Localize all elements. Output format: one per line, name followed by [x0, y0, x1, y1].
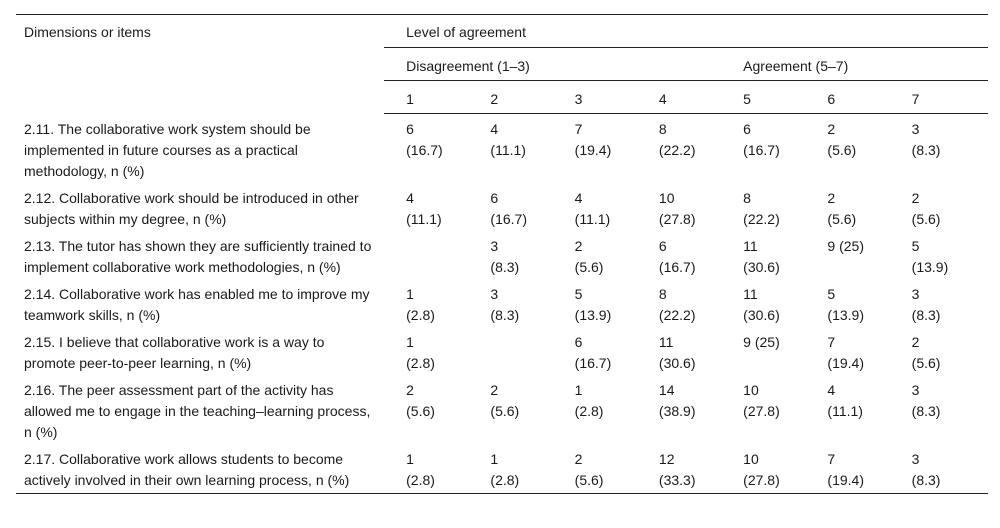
table-row	[16, 280, 988, 328]
cell-value: 1 (2.8)	[406, 285, 435, 323]
cell-value: 10 (27.8)	[735, 445, 819, 494]
scale-header-7: 7	[904, 81, 988, 114]
cell-value: 10 (27.8)	[743, 381, 780, 419]
cell-value: 4 (11.1)	[490, 121, 526, 158]
cell-value: 2 (5.6)	[574, 237, 604, 275]
header-spacer	[651, 48, 735, 81]
cell-value	[482, 328, 566, 376]
cell-value: 7 (19.4)	[819, 445, 903, 494]
agreement-table	[16, 14, 988, 494]
cell-value: 2 (5.6)	[567, 445, 651, 494]
scale-header-2: 2	[482, 81, 566, 114]
cell-value: 7 (19.4)	[574, 121, 612, 158]
disagreement-header: Disagreement (1–3)	[384, 48, 651, 81]
cell-value: 8 (22.2)	[658, 285, 696, 323]
item-label: 2.15. I believe that collaborative work is a way to promote peer-to-peer learning, n (%)	[24, 333, 325, 371]
level-of-agreement-header: Level of agreement	[384, 15, 988, 48]
cell-value: 9 (25)	[827, 237, 864, 254]
cell-value: 12 (33.3)	[651, 445, 735, 494]
cell-value: 2 (5.6)	[827, 189, 857, 227]
cell-value: 8 (22.2)	[743, 189, 780, 227]
cell-value: 5 (13.9)	[911, 237, 949, 275]
cell-value: 6 (16.7)	[490, 189, 527, 227]
cell-value: 1 (2.8)	[384, 445, 482, 494]
cell-value: 4 (11.1)	[574, 189, 611, 227]
cell-value: 1 (2.8)	[482, 445, 566, 494]
cell-value: 2 (5.6)	[911, 189, 941, 227]
cell-value: 2 (5.6)	[406, 381, 435, 419]
item-label: 2.17. Collaborative work allows students to become actively involved in their own learning process, n (%)	[16, 445, 384, 494]
cell-value: 5 (13.9)	[827, 285, 864, 323]
cell-value: 11 (30.6)	[743, 285, 780, 323]
cell-value: 3 (8.3)	[904, 445, 988, 494]
scale-header-5: 5	[735, 81, 819, 114]
table-row	[16, 184, 988, 232]
cell-value: 2 (5.6)	[911, 333, 941, 371]
cell-value: 11 (30.6)	[743, 237, 780, 275]
cell-value: 2 (5.6)	[827, 121, 857, 158]
table-row	[16, 445, 988, 494]
cell-value: 4 (11.1)	[827, 381, 863, 419]
cell-value: 8 (22.2)	[658, 121, 696, 158]
table-row	[16, 328, 988, 376]
cell-value: 1 (2.8)	[406, 333, 435, 371]
item-label: 2.11. The collaborative work system should be implemented in future courses as a practical methodology, n (%)	[24, 120, 311, 179]
cell-value: 2 (5.6)	[490, 381, 520, 419]
cell-value: 6 (16.7)	[743, 121, 780, 158]
cell-value: 10 (27.8)	[658, 189, 696, 227]
scale-header-6: 6	[819, 81, 903, 114]
cell-value: 6 (16.7)	[574, 333, 612, 371]
cell-value: 1 (2.8)	[574, 381, 604, 419]
cell-value: 3 (8.3)	[911, 381, 941, 419]
cell-value: 3 (8.3)	[911, 121, 941, 158]
item-label: 2.12. Collaborative work should be introduced in other subjects within my degree, n (%)	[24, 189, 359, 227]
cell-value: 5 (13.9)	[574, 285, 612, 323]
cell-value: 4 (11.1)	[406, 189, 442, 227]
item-label: 2.13. The tutor has shown they are sufficiently trained to implement collaborative work methodologies, n (%)	[24, 237, 372, 275]
item-label: 2.14. Collaborative work has enabled me to improve my teamwork skills, n (%)	[24, 285, 370, 323]
dimensions-header: Dimensions or items	[24, 24, 151, 40]
cell-value: 6 (16.7)	[658, 237, 696, 275]
table-body	[16, 114, 988, 494]
cell-value: 14 (38.9)	[658, 381, 696, 419]
table-row	[16, 376, 988, 445]
cell-value: 7 (19.4)	[827, 333, 864, 371]
cell-value: 6 (16.7)	[406, 121, 443, 158]
scale-header-3: 3	[567, 81, 651, 114]
agreement-header: Agreement (5–7)	[735, 48, 988, 81]
cell-value	[384, 232, 482, 280]
cell-value: 3 (8.3)	[490, 285, 520, 323]
table-row	[16, 232, 988, 280]
table-row	[16, 114, 988, 184]
cell-value: 3 (8.3)	[911, 285, 941, 323]
scale-header-4: 4	[651, 81, 735, 114]
item-label: 2.16. The peer assessment part of the activity has allowed me to engage in the teaching–learning process, n (%)	[24, 381, 371, 440]
cell-value: 11 (30.6)	[658, 333, 696, 371]
cell-value: 9 (25)	[743, 333, 780, 350]
scale-header-1: 1	[384, 81, 482, 114]
cell-value: 3 (8.3)	[490, 237, 520, 275]
